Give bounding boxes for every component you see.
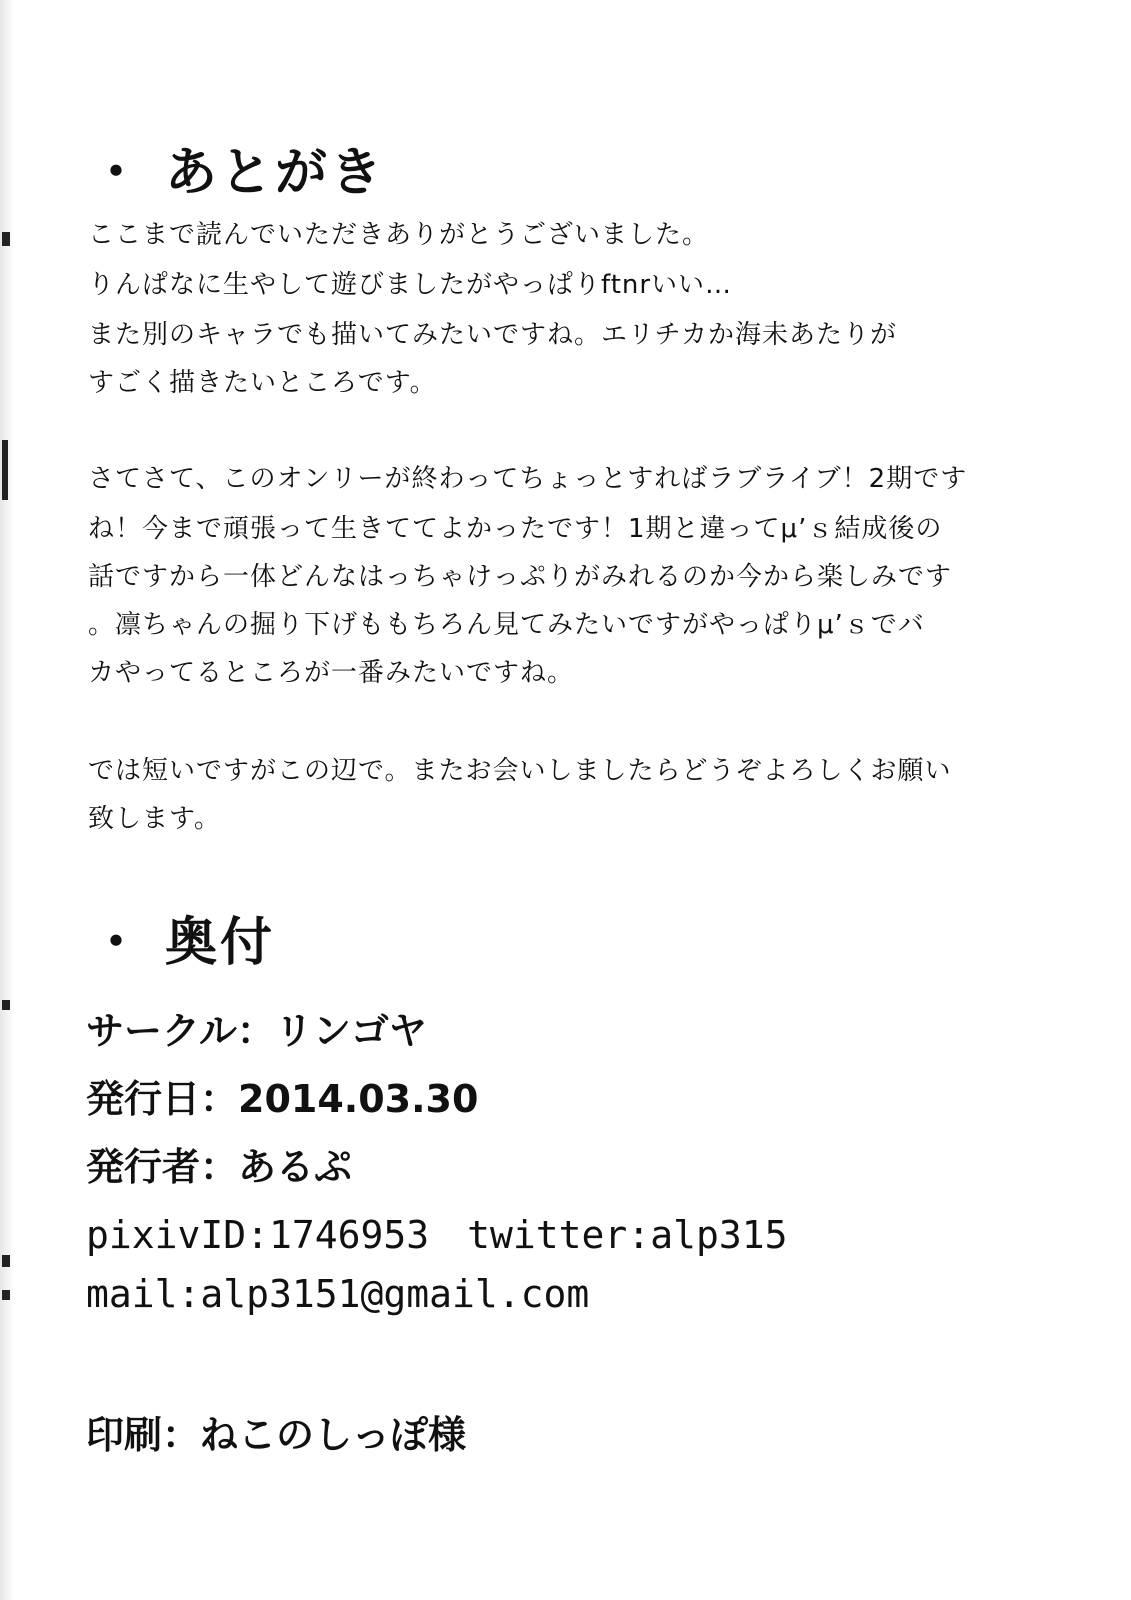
afterword-title: あとがき <box>165 143 386 203</box>
colophon-date: 発行日：2014.03.30 <box>86 1077 479 1121</box>
afterword-line: 話ですから一体どんなはっちゃけっぷりがみれるのか今から楽しみです <box>88 562 953 592</box>
colophon-pixiv-twitter: pixivID:1746953 twitter:alp315 <box>86 1213 788 1257</box>
colophon-mail: mail:alp3151@gmail.com <box>86 1272 590 1316</box>
colophon-publisher: 発行者：あるぷ <box>86 1145 353 1189</box>
afterword-line: ここまで読んでいただきありがとうございました。 <box>88 220 710 250</box>
colophon-heading <box>90 900 275 975</box>
scan-mark <box>2 440 8 500</box>
colophon-circle: サークル：リンゴヤ <box>86 1009 427 1053</box>
afterword-line: では短いですがこの辺で。またお会いしましたらどうぞよろしくお願い <box>88 756 952 786</box>
afterword-line: また別のキャラでも描いてみたいですね。エリチカか海未あたりが <box>88 320 897 350</box>
heading-bullet: ・ <box>90 143 146 203</box>
afterword-line: 致します。 <box>88 804 221 834</box>
colophon-printer: 印刷：ねこのしっぽ様 <box>86 1413 467 1457</box>
scan-mark <box>2 1255 10 1267</box>
scan-mark <box>2 1000 10 1010</box>
scan-mark <box>2 1290 10 1300</box>
afterword-line: ね！今まで頑張って生きててよかったです！1期と違ってμ’ｓ結成後の <box>88 514 943 544</box>
afterword-line: すごく描きたいところです。 <box>88 368 437 398</box>
heading-bullet: ・ <box>90 913 146 973</box>
colophon-title: 奥付 <box>165 913 276 973</box>
afterword-line: カやってるところが一番みたいですね。 <box>88 658 575 688</box>
scan-edge <box>0 0 14 1600</box>
afterword-heading <box>90 130 385 205</box>
afterword-line: 。凛ちゃんの掘り下げももちろん見てみたいですがやっぱりμ’ｓでバ <box>88 610 925 640</box>
afterword-line: りんぱなに生やして遊びましたがやっぱりftnrいい… <box>88 270 733 300</box>
scan-mark <box>2 232 10 246</box>
afterword-line: さてさて、このオンリーが終わってちょっとすればラブライブ！2期です <box>88 464 968 494</box>
